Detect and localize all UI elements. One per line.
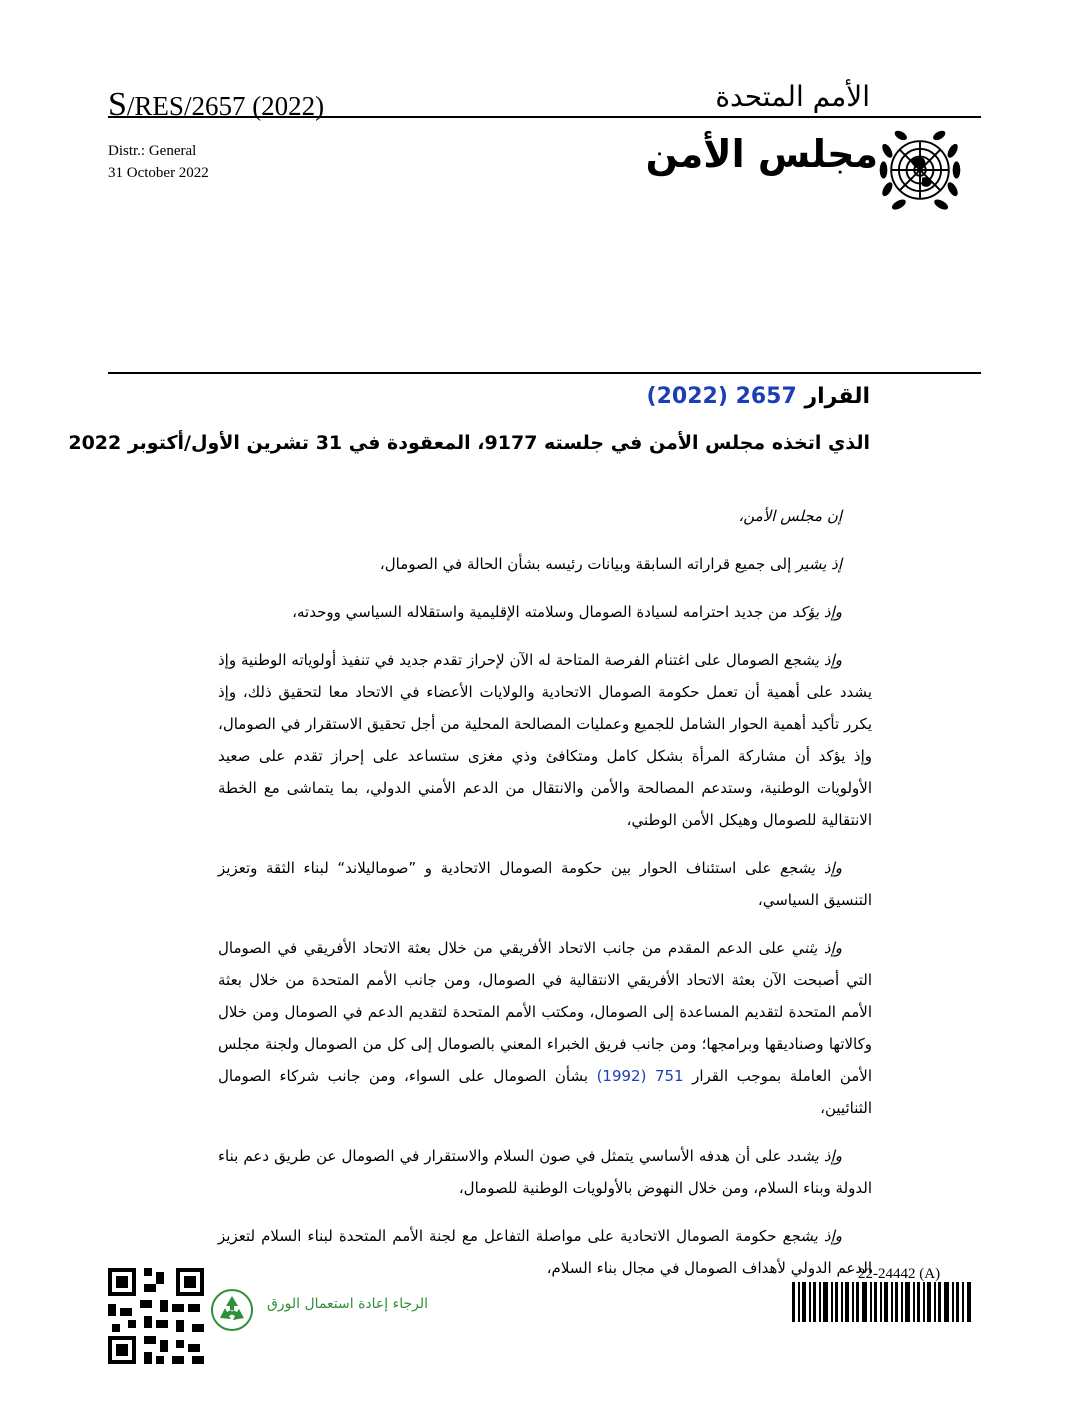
paragraph-text: إلى جميع قراراته السابقة وبيانات رئيسه بشأن الحالة في الصومال، [379, 555, 797, 573]
resolution-number[interactable]: 2657 (2022) [646, 384, 797, 409]
preamble-paragraph [218, 644, 872, 836]
recycle-icon [210, 1288, 254, 1332]
distribution-block [108, 140, 209, 184]
paragraph-lead: وإذ يؤكد [792, 603, 842, 621]
resolution-body [218, 500, 872, 1300]
paragraph-lead: إذ يشير [796, 555, 842, 573]
header-rule [108, 116, 981, 118]
preamble-paragraph [218, 1220, 872, 1284]
resolution-751-link[interactable]: 751 (1992) [596, 1067, 684, 1085]
paragraph-text: حكومة الصومال الاتحادية على مواصلة التفاعل مع لجنة الأمم المتحدة لبناء السلام لتعزيز الدعم الدولي لأهداف الصومال في مجال بناء السلام، [218, 1227, 872, 1277]
paragraph-text: الصومال على اغتنام الفرصة المتاحة له الآن لإحراز تقدم جديد في تنفيذ أولوياته الوطنية وإذ يشدد على أهمية أن تعمل حكومة الصومال الاتحادية والولايات الأعضاء في الاتحاد معا لتحقيق ذلك، وإذ يكرر تأكيد أهمية الحوار الشامل للجميع وعمليات المصالحة المحلية من أجل تحقيق الاستقرار في الصومال، وإذ يؤكد أن مشاركة المرأة بشكل كامل ومتكافئ وذي مغزى ستساعد على إحراز تقدم على صعيد الأولويات الوطنية، وستدعم المصالحة والأمن والانتقال من الدعم الأمني الدولي، بما يتماشى مع الخطة الانتقالية للصومال وهيكل الأمن الوطني، [218, 651, 872, 829]
preamble-paragraph [218, 596, 872, 628]
paragraph-lead: إن مجلس الأمن، [738, 507, 842, 525]
preamble-paragraph [218, 932, 872, 1124]
preamble-paragraph [218, 500, 872, 532]
document-number: 22-24442 (A) [858, 1266, 941, 1282]
resolution-subtitle: الذي اتخذه مجلس الأمن في جلسته 9177، المعقودة في 31 تشرين الأول/أكتوبر 2022 [68, 432, 870, 454]
resolution-title [647, 384, 870, 409]
qr-code-icon [108, 1268, 204, 1364]
document-symbol: S/RES/2657 (2022) [108, 86, 325, 123]
recycle-notice: الرجاء إعادة استعمال الورق [267, 1296, 428, 1312]
preamble-paragraph [218, 548, 872, 580]
paragraph-lead: وإذ يشجع [782, 1227, 842, 1245]
document-date: 31 October 2022 [108, 165, 209, 181]
security-council-title: مجلس الأمن [645, 132, 878, 176]
paragraph-lead: وإذ يشدد [786, 1147, 842, 1165]
un-emblem-icon [872, 122, 968, 218]
preamble-paragraph [218, 852, 872, 916]
barcode-icon [792, 1282, 972, 1322]
paragraph-text-tail: بشأن الصومال على السواء، ومن جانب شركاء الصومال الثنائيين، [218, 1067, 872, 1117]
paragraph-text: من جديد احترامه لسيادة الصومال وسلامته الإقليمية واستقلاله السياسي ووحدته، [292, 603, 793, 621]
paragraph-lead: وإذ يشجع [783, 651, 842, 669]
united-nations-arabic: الأمم المتحدة [715, 80, 870, 113]
resolution-label: القرار [804, 384, 870, 409]
preamble-paragraph [218, 1140, 872, 1204]
paragraph-lead: وإذ يثني [791, 939, 843, 957]
title-rule [108, 372, 981, 374]
paragraph-text: على استئناف الحوار بين حكومة الصومال الاتحادية و ”صوماليلاند“ لبناء الثقة وتعزيز التنسيق السياسي، [218, 859, 872, 909]
paragraph-text: على الدعم المقدم من جانب الاتحاد الأفريقي من خلال بعثة الاتحاد الأفريقي في الصومال التي أصبحت الآن بعثة الاتحاد الأفريقي الانتقالية في الصومال، ومن جانب الأمم المتحدة من خلال بعثة الأمم المتحدة لتقديم المساعدة إلى الصومال، ومكتب الأمم المتحدة لتقديم الدعم في الصومال ومن خلال وكالاتها وصناديقها وبرامجها؛ ومن جانب فريق الخبراء المعني بالصومال إلى كل من الصومال ولجنة مجلس الأمن العاملة بموجب القرار [218, 939, 872, 1085]
paragraph-text: على أن هدفه الأساسي يتمثل في صون السلام والاستقرار في الصومال عن طريق دعم بناء الدولة وبناء السلام، ومن خلال النهوض بالأولويات الوطنية للصومال، [218, 1147, 872, 1197]
distribution-label: Distr.: General [108, 143, 197, 159]
paragraph-lead: وإذ يشجع [780, 859, 842, 877]
